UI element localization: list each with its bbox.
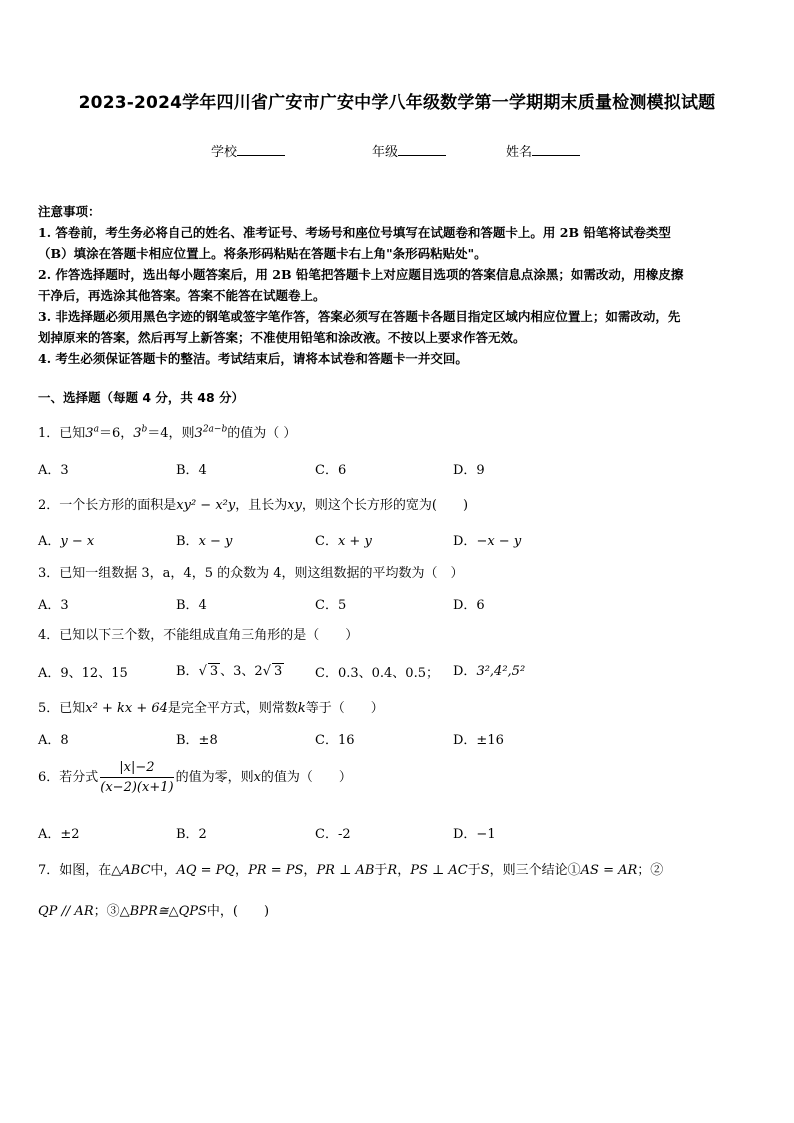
grade-field bbox=[372, 141, 446, 160]
q7-text-b: 中， bbox=[150, 863, 177, 878]
note-4: 4. 考生必须保证答题卡的整洁。考试结束后，请将本试卷和答题卡一并交回。 bbox=[38, 351, 468, 366]
note-2a: 2. 作答选择题时，选出每小题答案后，用 2B 铅笔把答题卡上对应题目选项的答案信息点涂黑；如需改动，用橡皮擦 bbox=[38, 267, 684, 282]
q5-post: 等于（ ） bbox=[305, 701, 384, 716]
q2-d-label: D． bbox=[453, 534, 477, 549]
q3-option-c[interactable]: C．5 bbox=[315, 598, 347, 613]
name-field bbox=[506, 141, 580, 160]
q7-sep-2: ， bbox=[303, 863, 317, 878]
q6-numerator: |x|−2 bbox=[100, 760, 173, 778]
q1-option-d[interactable]: D．9 bbox=[453, 463, 485, 478]
q5-option-a[interactable]: A．8 bbox=[38, 733, 69, 748]
q6-option-b[interactable]: B．2 bbox=[176, 827, 207, 842]
q7-conclusion-2: QP // AR bbox=[38, 904, 94, 919]
q6-denominator: (x−2)(x+1) bbox=[100, 780, 174, 795]
q7-sep-4: ， bbox=[397, 863, 411, 878]
q6-option-a[interactable]: A．±2 bbox=[38, 827, 80, 842]
sqrt-icon: √ bbox=[262, 664, 271, 679]
q1-option-b[interactable]: B．4 bbox=[176, 463, 207, 478]
q6-text: 6．若分式 bbox=[38, 770, 99, 785]
q2-a-expr: y − x bbox=[60, 534, 95, 549]
q2-expr: xy² − x²y bbox=[176, 498, 236, 513]
question-6 bbox=[38, 760, 352, 795]
q7-conclusion-1: AS = AR bbox=[580, 863, 638, 878]
q1-base-b: 3 bbox=[133, 426, 142, 441]
question-4: 4．已知以下三个数，不能组成直角三角形的是（ ） bbox=[38, 628, 359, 643]
question-1 bbox=[38, 422, 296, 441]
q7-text-f: 中，( ) bbox=[206, 904, 270, 919]
q7-sep-3: 于 bbox=[374, 863, 388, 878]
q7-sep-1: ， bbox=[235, 863, 249, 878]
question-7-line-1 bbox=[38, 859, 663, 878]
q2-d-expr: −x − y bbox=[476, 534, 522, 549]
q2-c-label: C． bbox=[315, 534, 338, 549]
q3-option-b[interactable]: B．4 bbox=[176, 598, 207, 613]
q1-base-a: 3 bbox=[85, 426, 94, 441]
q5-expr: x² + kx + 64 bbox=[85, 701, 168, 716]
q4-option-d[interactable] bbox=[453, 660, 525, 679]
q5-text: 5．已知 bbox=[38, 701, 86, 716]
note-1a: 1. 答卷前，考生务必将自己的姓名、准考证号、考场号和座位号填写在试题卷和答题卡上。用 2B 铅笔将试卷类型 bbox=[38, 225, 671, 240]
q7-text-e: ；③ bbox=[93, 904, 120, 919]
q7-text: 7．如图，在 bbox=[38, 863, 112, 878]
q4-b-mid: 、3、2 bbox=[220, 664, 263, 679]
notes-block bbox=[38, 201, 683, 369]
question-3: 3．已知一组数据 3，a，4，5 的众数为 4，则这组数据的平均数为（ ） bbox=[38, 566, 464, 581]
q7-cond-1: AQ = PQ bbox=[176, 863, 236, 878]
q4-option-b[interactable] bbox=[176, 660, 284, 679]
q6-option-d[interactable]: D．−1 bbox=[453, 827, 496, 842]
q1-exp-c: 2a−b bbox=[202, 424, 228, 435]
name-label: 姓名 bbox=[506, 145, 533, 160]
q1-eq1: ＝6， bbox=[98, 426, 134, 441]
q2-b-label: B． bbox=[176, 534, 199, 549]
q2-option-a[interactable] bbox=[38, 530, 94, 549]
q6-mid: 的值为零，则 bbox=[175, 770, 254, 785]
name-blank bbox=[532, 143, 580, 156]
q1-text: 1．已知 bbox=[38, 426, 86, 441]
q2-option-c[interactable] bbox=[315, 530, 372, 549]
q4-b-radicand-2: 3 bbox=[273, 664, 283, 679]
question-2 bbox=[38, 494, 468, 513]
q4-d-expr: 3²,4²,5² bbox=[476, 664, 526, 679]
q2-text: 2．一个长方形的面积是 bbox=[38, 498, 177, 513]
q2-option-b[interactable] bbox=[176, 530, 232, 549]
q5-k: k bbox=[297, 701, 306, 716]
q6-x: x bbox=[253, 770, 261, 785]
q1-option-a[interactable]: A．3 bbox=[38, 463, 69, 478]
q7-cond-2: PR = PS bbox=[248, 863, 304, 878]
q4-option-c[interactable]: C．0.3、0.4、0.5； bbox=[315, 666, 439, 681]
sqrt-icon: √ bbox=[198, 664, 207, 679]
grade-label: 年级 bbox=[372, 145, 399, 160]
q7-point-r: R bbox=[387, 863, 398, 878]
q1-base-c: 3 bbox=[194, 426, 203, 441]
q6-post: 的值为（ ） bbox=[260, 770, 352, 785]
q5-mid: 是完全平方式，则常数 bbox=[167, 701, 298, 716]
q7-point-s: S bbox=[480, 863, 490, 878]
q2-c-expr: x + y bbox=[337, 534, 372, 549]
q1-exp-b: b bbox=[141, 424, 148, 435]
q2-b-expr: x − y bbox=[198, 534, 233, 549]
q2-length: xy bbox=[287, 498, 302, 513]
q4-d-label: D． bbox=[453, 664, 477, 679]
q1-option-c[interactable]: C．6 bbox=[315, 463, 347, 478]
note-3b: 划掉原来的答案，然后再写上新答案；不准使用铅笔和涂改液。不按以上要求作答无效。 bbox=[38, 330, 526, 345]
q7-text-d: ；② bbox=[637, 863, 664, 878]
question-7-line-2 bbox=[38, 900, 269, 919]
school-label: 学校 bbox=[211, 145, 238, 160]
grade-blank bbox=[398, 143, 446, 156]
q4-b-radicand-1: 3 bbox=[209, 664, 219, 679]
q3-option-d[interactable]: D．6 bbox=[453, 598, 485, 613]
q7-triangle: △ABC bbox=[111, 863, 151, 878]
q4-option-a[interactable]: A．9、12、15 bbox=[38, 666, 128, 681]
page-title: 2023-2024学年四川省广安市广安中学八年级数学第一学期期末质量检测模拟试题 bbox=[78, 93, 716, 113]
q2-post: ，则这个长方形的宽为( ) bbox=[301, 498, 469, 513]
q2-a-label: A． bbox=[38, 534, 61, 549]
q6-option-c[interactable]: C．-2 bbox=[315, 827, 351, 842]
q1-exp-a: a bbox=[93, 424, 99, 435]
q7-text-c: ，则三个结论① bbox=[489, 863, 581, 878]
q7-cond-3: PR ⊥ AB bbox=[316, 863, 375, 878]
note-1b: （B）填涂在答题卡相应位置上。将条形码粘贴在答题卡右上角"条形码粘贴处"。 bbox=[38, 246, 487, 261]
q2-mid: ，且长为 bbox=[235, 498, 288, 513]
school-blank bbox=[237, 143, 285, 156]
q5-option-c[interactable]: C．16 bbox=[315, 733, 355, 748]
q4-b-label: B． bbox=[176, 664, 199, 679]
note-2b: 干净后，再选涂其他答案。答案不能答在试题卷上。 bbox=[38, 288, 326, 303]
school-field bbox=[211, 141, 285, 160]
q3-option-a[interactable]: A．3 bbox=[38, 598, 69, 613]
question-5 bbox=[38, 697, 384, 716]
q7-conclusion-3: △BPR≅△QPS bbox=[119, 904, 207, 919]
section-heading: 一、选择题（每题 4 分，共 48 分） bbox=[38, 390, 245, 405]
q6-fraction bbox=[100, 760, 173, 795]
q1-eq2: ＝4，则 bbox=[147, 426, 195, 441]
notes-heading: 注意事项： bbox=[38, 204, 101, 219]
q1-post: 的值为（ ） bbox=[227, 426, 297, 441]
q7-sep-5: 于 bbox=[467, 863, 481, 878]
q5-option-b[interactable]: B．±8 bbox=[176, 733, 218, 748]
q2-option-d[interactable] bbox=[453, 530, 521, 549]
q5-option-d[interactable]: D．±16 bbox=[453, 733, 504, 748]
note-3a: 3. 非选择题必须用黑色字迹的钢笔或签字笔作答，答案必须写在答题卡各题目指定区域内相应位置上；如需改动，先 bbox=[38, 309, 681, 324]
q7-cond-4: PS ⊥ AC bbox=[410, 863, 468, 878]
